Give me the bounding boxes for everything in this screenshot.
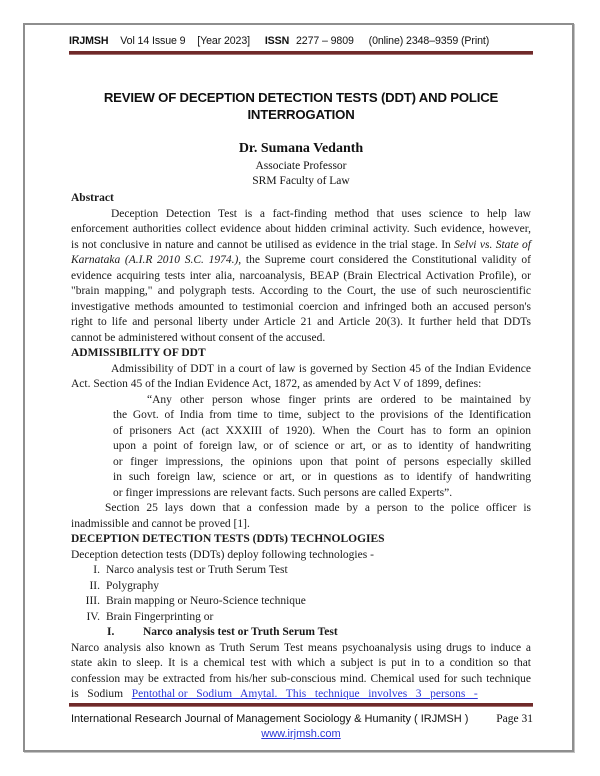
- body-text: is Sodium: [71, 688, 124, 700]
- abstract-text: is not conclusive in nature and cannot be utilised as evidence in the trial stage. In: [71, 239, 451, 251]
- footer-journal: International Research Journal of Management Sociology & Humanity ( IRJMSH ): [71, 713, 469, 725]
- list-label: Brain Fingerprinting or: [106, 611, 214, 623]
- section-heading-admissibility: ADMISSIBILITY OF DDT: [71, 347, 206, 359]
- list-number: I.: [93, 564, 100, 576]
- list-label: Polygraphy: [106, 580, 160, 592]
- body-line: state akin to sleep. It is a chemical test with which a subject is put in to a condition so that: [71, 657, 531, 669]
- journal-abbrev: IRJMSH: [69, 35, 109, 47]
- body-line: Admissibility of DDT in a court of law is governed by Section 45 of the Indian Evidence: [111, 363, 531, 375]
- body-line: Deception detection tests (DDTs) deploy following technologies -: [71, 549, 374, 561]
- abstract-line: enforcement authorities collect evidence about hidden criminal activity. Such evidence, however,: [71, 223, 531, 235]
- abstract-line: Deception Detection Test is a fact-finding method that uses science to help law: [111, 208, 531, 220]
- paper-title: [69, 89, 533, 123]
- abstract-line: [71, 253, 531, 268]
- year: [Year 2023]: [197, 35, 250, 47]
- footer-url-container: [69, 728, 533, 740]
- abstract-line: evidence acquiring tests inter alia, narcoanalysis, BEAP (Brain Electrical Activation Profile), or: [71, 270, 531, 282]
- footer-rule: [69, 703, 533, 707]
- author-position: Associate Professor: [255, 160, 347, 172]
- list-label: Brain mapping or Neuro-Science technique: [106, 595, 306, 607]
- page-number: Page 31: [496, 713, 533, 725]
- header-rule: [69, 51, 533, 55]
- list-item: [80, 610, 540, 625]
- body-line: [71, 687, 531, 702]
- subsection-number: I.: [107, 626, 115, 638]
- body-line: inadmissible and cannot be proved [1].: [71, 518, 250, 530]
- author-institution: SRM Faculty of Law: [252, 175, 350, 187]
- body-line: Narco analysis also known as Truth Serum Test means psychoanalysis using drugs to induce a: [71, 642, 531, 654]
- case-citation: Karnataka (A.I.R 2010 S.C. 1974.),: [71, 254, 242, 266]
- journal-website-link[interactable]: www.irjmsh.com: [261, 728, 341, 740]
- body-line: confession may be extracted from his/her sub-conscious mind. Chemical used for such technique: [71, 673, 531, 685]
- abstract-line: investigative methods amounted to testimonial coercion and infringed both an accused person's: [71, 301, 531, 313]
- list-number: IV.: [86, 611, 100, 623]
- title-line-1: REVIEW OF DECEPTION DETECTION TESTS (DDT) AND POLICE: [103, 90, 499, 105]
- quote-line: the Govt. of India from time to time, subject to the provisions of the Identification: [113, 409, 531, 421]
- volume-issue: Vol 14 Issue 9: [120, 35, 186, 47]
- subsection-heading-narco: [107, 625, 567, 640]
- issn-label: ISSN: [264, 35, 290, 47]
- quote-line: or finger impressions are relevant facts. Such persons are called Experts”.: [113, 487, 453, 499]
- abstract-line: right to life and personal liberty under Article 21 and Article 20(3). It further held that DDTs: [71, 316, 531, 328]
- list-label: Narco analysis test or Truth Serum Test: [106, 564, 288, 576]
- quote-line: or finger impressions, the opinions upon that point of persons especially skilled: [113, 456, 531, 468]
- case-citation: Selvi vs. State of: [454, 239, 532, 251]
- title-line-2: INTERROGATION: [247, 107, 355, 122]
- abstract-heading: Abstract: [71, 192, 114, 204]
- quote-line: upon a point of foreign law, or of science or art, or as to identity of handwriting: [113, 440, 531, 452]
- issn-online: 2277 – 9809: [296, 35, 354, 47]
- quote-line: in such foreign law, science or art, or in questions as to identify of handwriting: [113, 471, 531, 483]
- inline-link[interactable]: Pentothal or Sodium Amytal. This technique involves 3 persons -: [131, 688, 478, 700]
- abstract-text: the Supreme court considered the Constitutional validity of: [245, 254, 532, 266]
- issn-print: (0nline) 2348–9359 (Print): [368, 35, 490, 47]
- list-number: II.: [89, 580, 100, 592]
- running-header: [69, 35, 534, 49]
- author-name: Dr. Sumana Vedanth: [238, 141, 364, 156]
- abstract-line: cannot be administered without consent of the accused.: [71, 332, 326, 344]
- running-footer: [71, 713, 533, 725]
- body-line: Act. Section 45 of the Indian Evidence Act, 1872, as amended by Act V of 1899, defines:: [71, 378, 482, 390]
- list-number: III.: [85, 595, 100, 607]
- abstract-line: [71, 238, 531, 253]
- quote-line: “Any other person whose finger prints are ordered to be maintained by: [147, 394, 531, 406]
- body-line: Section 25 lays down that a confession made by a person to the police officer is: [105, 502, 531, 514]
- subsection-title: Narco analysis test or Truth Serum Test: [143, 626, 338, 638]
- abstract-line: "brain mapping," and polygraph tests. According to the Court, the use of such neuroscientific: [71, 285, 531, 297]
- list-item: [80, 579, 540, 594]
- section-heading-technologies: DECEPTION DETECTION TESTS (DDTs) TECHNOLOGIES: [71, 533, 385, 545]
- list-item: [80, 594, 540, 609]
- list-item: [80, 563, 540, 578]
- quote-line: of prisoners Act (act XXXIII of 1920). When the Court has to form an opinion: [113, 425, 531, 437]
